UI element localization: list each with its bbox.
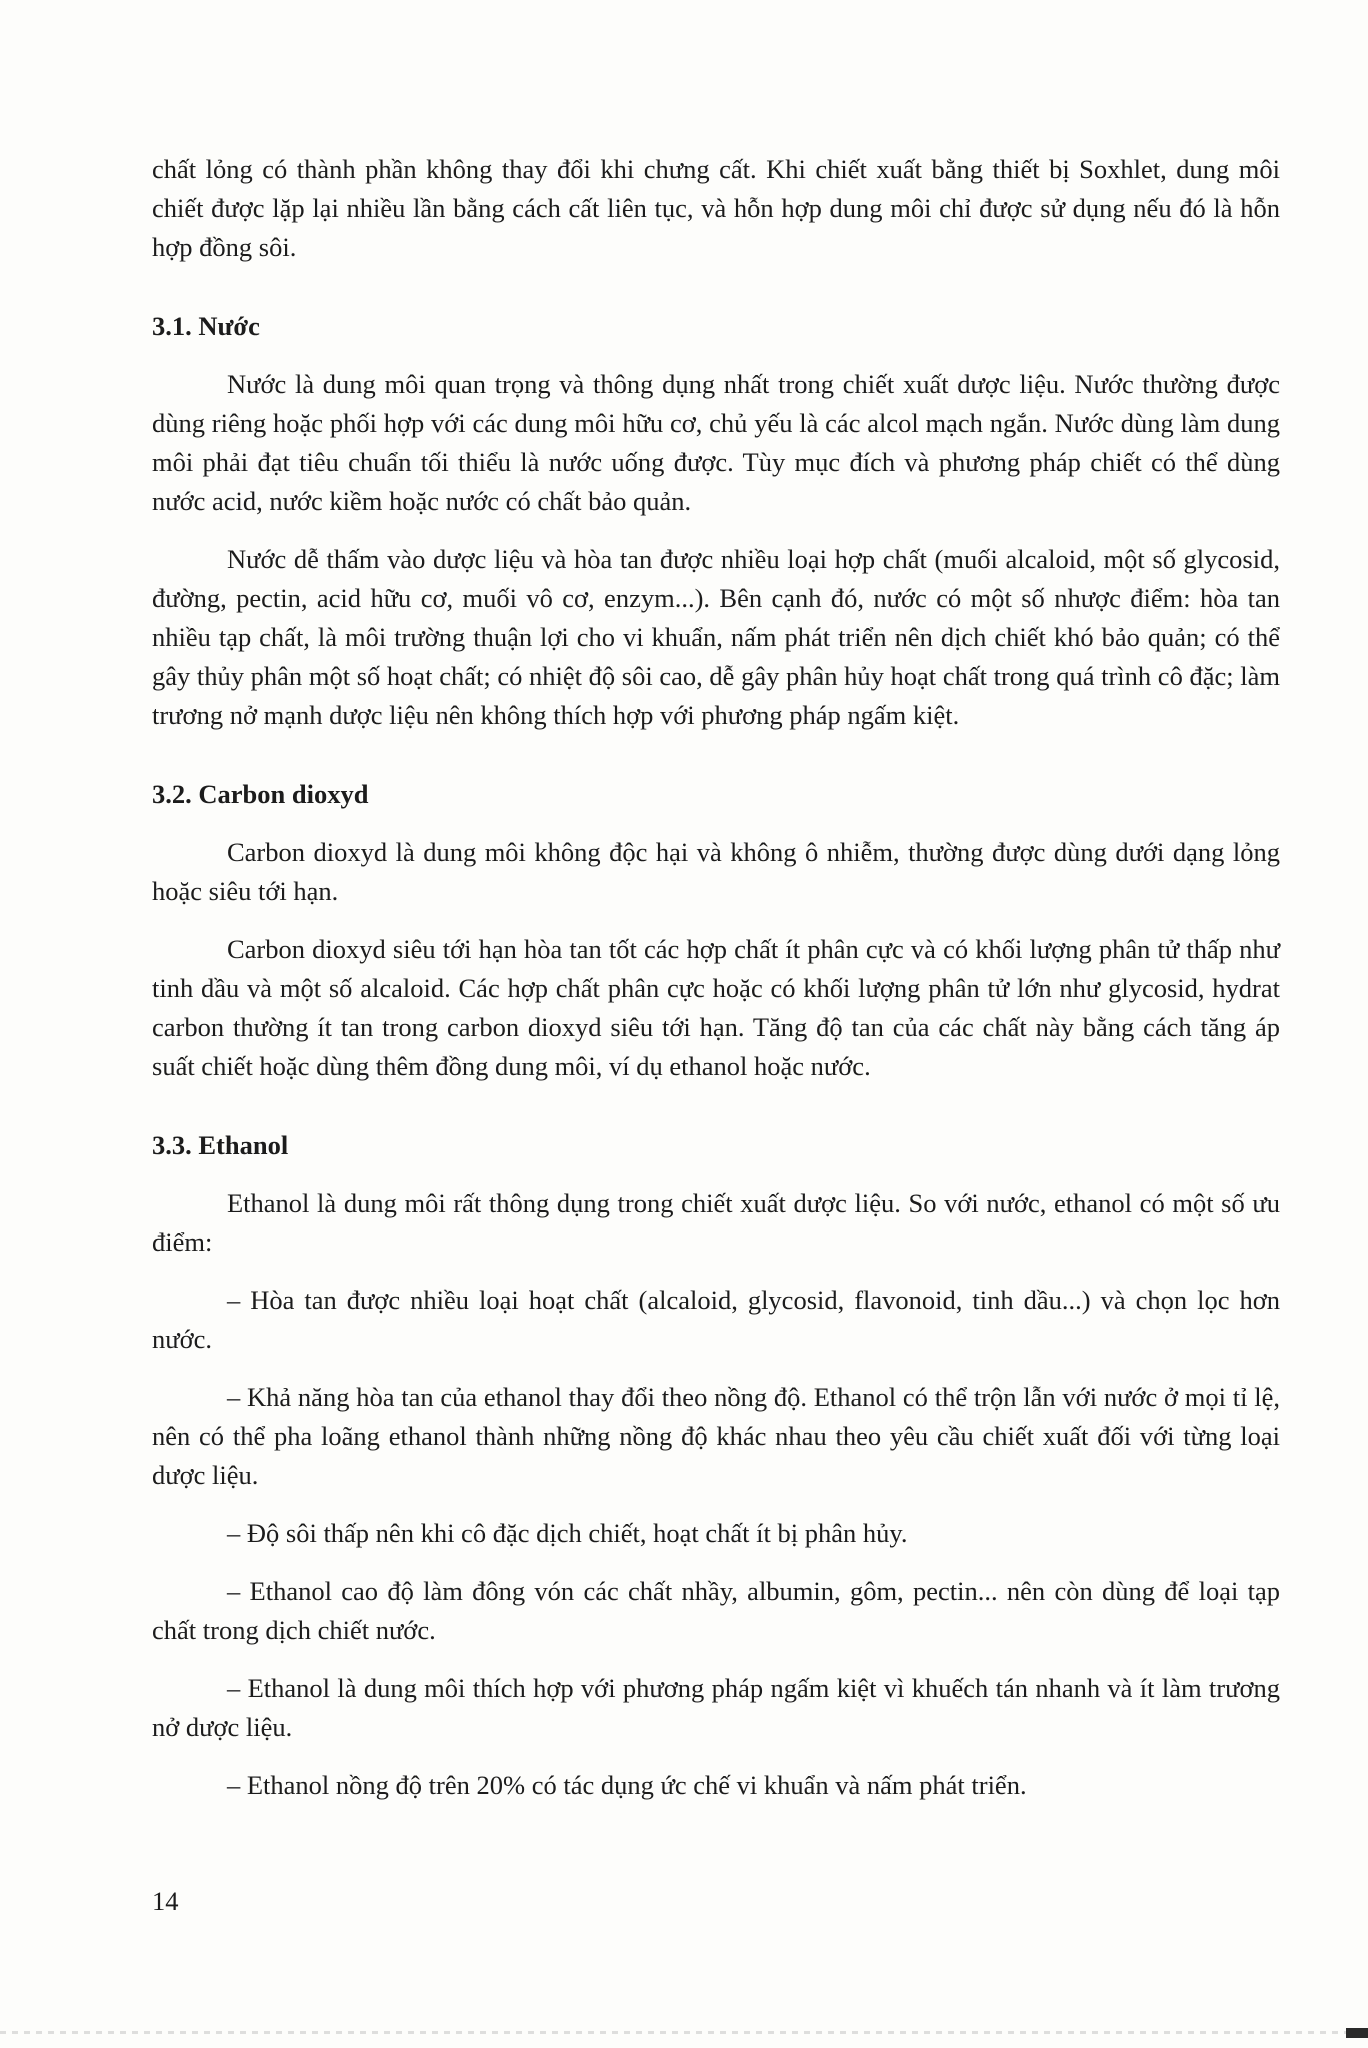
scan-edge-line <box>0 2031 1368 2034</box>
ethanol-advantage-2: – Khả năng hòa tan của ethanol thay đổi theo nồng độ. Ethanol có thể trộn lẫn với nước ở mọi tỉ lệ, nên có thể pha loãng ethanol thành những nồng độ khác nhau theo yêu cầu chiết xuất đối với từng loại dược liệu. <box>152 1382 1280 1490</box>
page-content <box>152 150 1280 1805</box>
page-number: 14 <box>152 1886 179 1916</box>
intro-paragraph: chất lỏng có thành phần không thay đổi khi chưng cất. Khi chiết xuất bằng thiết bị Soxhlet, dung môi chiết được lặp lại nhiều lần bằng cách cất liên tục, và hỗn hợp dung môi chỉ được sử dụng nếu đó là hỗn hợp đồng sôi. <box>152 154 1280 262</box>
ethanol-advantage-5: – Ethanol là dung môi thích hợp với phương pháp ngấm kiệt vì khuếch tán nhanh và ít làm trương nở dược liệu. <box>152 1673 1280 1742</box>
ethanol-advantage-6: – Ethanol nồng độ trên 20% có tác dụng ức chế vi khuẩn và nấm phát triển. <box>227 1770 1027 1800</box>
section-heading-carbon-dioxyd: 3.2. Carbon dioxyd <box>152 779 369 809</box>
water-paragraph-2: Nước dễ thấm vào dược liệu và hòa tan được nhiều loại hợp chất (muối alcaloid, một số glycosid, đường, pectin, acid hữu cơ, muối vô cơ, enzym...). Bên cạnh đó, nước có một số nhược điểm: hòa tan nhiều tạp chất, là môi trường thuận lợi cho vi khuẩn, nấm phát triển nên dịch chiết khó bảo quản; có thể gây thủy phân một số hoạt chất; có nhiệt độ sôi cao, dễ gây phân hủy hoạt chất trong quá trình cô đặc; làm trương nở mạnh dược liệu nên không thích hợp với phương pháp ngấm kiệt. <box>152 544 1280 730</box>
ethanol-advantage-1: – Hòa tan được nhiều loại hoạt chất (alcaloid, glycosid, flavonoid, tinh dầu...) và chọn lọc hơn nước. <box>152 1285 1280 1354</box>
ethanol-advantage-3: – Độ sôi thấp nên khi cô đặc dịch chiết, hoạt chất ít bị phân hủy. <box>227 1518 908 1548</box>
section-heading-ethanol: 3.3. Ethanol <box>152 1130 289 1160</box>
co2-paragraph-1: Carbon dioxyd là dung môi không độc hại và không ô nhiễm, thường được dùng dưới dạng lỏng hoặc siêu tới hạn. <box>152 837 1280 906</box>
ethanol-paragraph-intro: Ethanol là dung môi rất thông dụng trong chiết xuất dược liệu. So với nước, ethanol có một số ưu điểm: <box>152 1188 1280 1257</box>
ethanol-advantage-4: – Ethanol cao độ làm đông vón các chất nhầy, albumin, gôm, pectin... nên còn dùng để loại tạp chất trong dịch chiết nước. <box>152 1576 1280 1645</box>
water-paragraph-1: Nước là dung môi quan trọng và thông dụng nhất trong chiết xuất dược liệu. Nước thường được dùng riêng hoặc phối hợp với các dung môi hữu cơ, chủ yếu là các alcol mạch ngắn. Nước dùng làm dung môi phải đạt tiêu chuẩn tối thiểu là nước uống được. Tùy mục đích và phương pháp chiết có thể dùng nước acid, nước kiềm hoặc nước có chất bảo quản. <box>152 369 1280 516</box>
section-heading-water: 3.1. Nước <box>152 311 260 341</box>
co2-paragraph-2: Carbon dioxyd siêu tới hạn hòa tan tốt các hợp chất ít phân cực và có khối lượng phân tử thấp như tinh dầu và một số alcaloid. Các hợp chất phân cực hoặc có khối lượng phân tử lớn như glycosid, hydrat carbon thường ít tan trong carbon dioxyd siêu tới hạn. Tăng độ tan của các chất này bằng cách tăng áp suất chiết hoặc dùng thêm đồng dung môi, ví dụ ethanol hoặc nước. <box>152 934 1280 1081</box>
scan-corner-mark <box>1346 2028 1368 2038</box>
